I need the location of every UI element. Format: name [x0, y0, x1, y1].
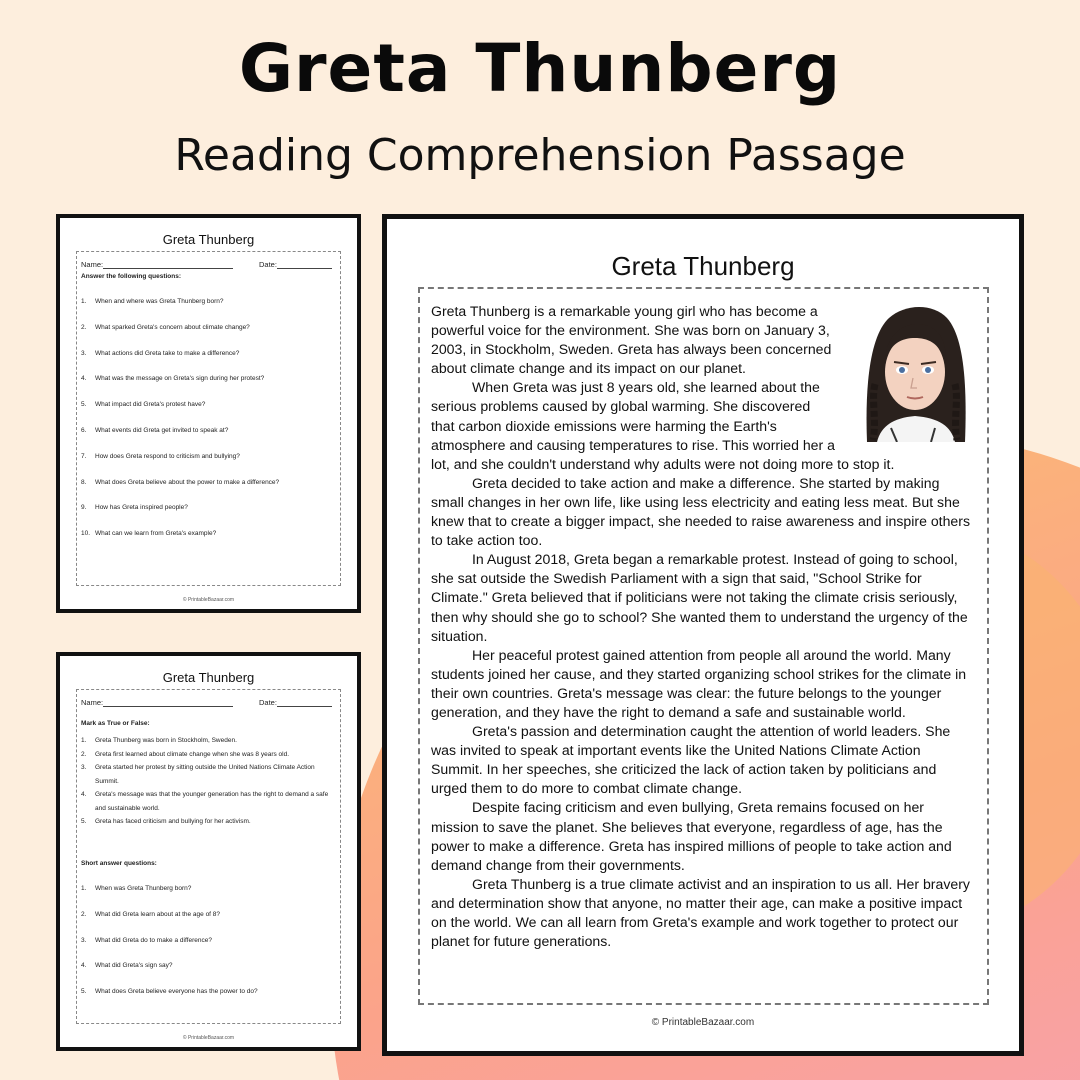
item-text: What was the message on Greta's sign during her protest? [95, 375, 265, 383]
item-text: How has Greta inspired people? [95, 504, 188, 512]
item-number: 2. [81, 750, 87, 758]
list-item [81, 815, 336, 829]
date-field: Date: [259, 260, 332, 269]
list-item [81, 911, 336, 918]
passage-title: Greta Thunberg [611, 251, 795, 281]
passage-paragraph: Despite facing criticism and even bullying, Greta remains focused on her mission to save the planet. She believes that everyone, regardless of age, has the power to make a difference. Greta has inspired millions of people to take action and demand change from their governments. [431, 799, 952, 873]
worksheet-true-false-preview [56, 652, 361, 1051]
item-text: What did Greta's sign say? [95, 962, 173, 970]
item-text: What does Greta believe everyone has the power to do? [95, 988, 258, 996]
list-item [81, 761, 336, 788]
list-item [81, 788, 336, 815]
item-text: Greta Thunberg was born in Stockholm, Sweden. [95, 737, 237, 744]
page-title: Greta Thunberg [238, 30, 842, 107]
item-text: When and where was Greta Thunberg born? [95, 298, 224, 305]
list-item [81, 885, 336, 892]
list-item [81, 988, 336, 995]
list-item [81, 479, 336, 486]
item-text: Greta has faced criticism and bullying for her activism. [95, 818, 251, 825]
list-item [81, 350, 336, 357]
item-text: Greta's message was that the younger generation has the right to demand a safe and sustainable world. [95, 791, 329, 812]
worksheet-title: Greta Thunberg [162, 232, 255, 247]
passage-paragraph: Greta decided to take action and make a difference. She started by making small changes in her own life, like using less electricity and eating less meat. But she knew that to create a bigger impact, she needed to raise awareness and inspire others to take action too. [431, 474, 971, 549]
list-item [81, 401, 336, 408]
item-text: What events did Greta get invited to speak at? [95, 426, 229, 434]
true-false-instruction: Mark as True or False: [81, 720, 150, 727]
item-text: What impact did Greta's protest have? [95, 401, 206, 409]
passage-paragraph: Greta's passion and determination caught the attention of world leaders. She was invited to speak at important events like the United Nations Climate Action Summit. In her speeches, she criticized the lack of action taken by politicians and urged them to do more to combat climate change. [431, 723, 951, 797]
list-item [81, 530, 336, 537]
page-subtitle: Reading Comprehension Passage [174, 130, 906, 181]
item-number: 3. [81, 936, 87, 944]
item-text: How does Greta respond to criticism and bullying? [95, 452, 240, 460]
item-number: 5. [81, 818, 87, 825]
date-field: Date: [259, 698, 332, 707]
list-item [81, 453, 336, 460]
item-text: What does Greta believe about the power to make a difference? [95, 478, 280, 486]
list-item [81, 748, 336, 762]
short-answer-list [81, 885, 336, 1014]
item-number: 5. [81, 401, 87, 409]
passage-paragraph: When Greta was just 8 years old, she learned about the serious problems caused by global warming. She discovered that carbon dioxide emissions were harming the Earth's atmosphere and causing temperatures to rise. This worried her a lot, and she couldn't understand why adults were not doing more to stop it. [431, 379, 895, 472]
item-text: What did Greta do to make a difference? [95, 936, 212, 944]
question-list [81, 298, 336, 556]
item-number: 6. [81, 426, 87, 434]
worksheet-frame [76, 689, 341, 1024]
item-text: What did Greta learn about at the age of 8? [95, 910, 221, 918]
item-text: When was Greta Thunberg born? [95, 885, 192, 892]
item-text: What actions did Greta take to make a difference? [95, 349, 240, 357]
passage-paragraph: In August 2018, Greta began a remarkable protest. Instead of going to school, she sat outside the Swedish Parliament with a sign that said, "School Strike for Climate." Greta believed that if politicians were not taking the climate crisis seriously, then why should she go to school? She wanted them to understand the urgency of the situation. [431, 551, 968, 644]
item-number: 2. [81, 323, 87, 331]
item-number: 1. [81, 885, 87, 892]
name-field: Name: [81, 260, 233, 269]
item-text: Greta first learned about climate change when she was 8 years old. [95, 750, 290, 758]
passage-footer: © PrintableBazaar.com [651, 1017, 755, 1028]
worksheet-instruction: Answer the following questions: [81, 273, 182, 280]
list-item [81, 962, 336, 969]
passage-paragraph: Her peaceful protest gained attention from people all around the world. Many students joined her cause, and they started organizing school strikes for the climate in their own countries. Greta's message was clear: the future belongs to the younger generation, and they have the right to demand a safe and sustainable world. [431, 646, 967, 720]
passage-page [382, 214, 1024, 1056]
name-field: Name: [81, 698, 233, 707]
list-item [81, 324, 336, 331]
list-item [81, 375, 336, 382]
item-number: 7. [81, 452, 87, 460]
item-text: What sparked Greta's concern about climate change? [95, 323, 250, 331]
greta-portrait-illustration [847, 300, 983, 442]
item-number: 1. [81, 737, 87, 744]
item-text: Greta started her protest by sitting outside the United Nations Climate Action Summit. [95, 764, 315, 785]
passage-paragraph: Greta Thunberg is a remarkable young girl who has become a powerful voice for the environment. She was born on January 3, 2003, in Stockholm, Sweden. Greta has always been concerned about climate change and its impact on our planet. [431, 303, 832, 377]
list-item [81, 504, 336, 511]
list-item [81, 427, 336, 434]
passage-text [431, 302, 971, 951]
item-number: 4. [81, 791, 87, 798]
item-number: 4. [81, 962, 87, 970]
worksheet-footer: © PrintableBazaar.com [182, 597, 235, 603]
list-item [81, 734, 336, 748]
item-number: 1. [81, 298, 87, 305]
item-number: 3. [81, 764, 87, 771]
worksheet-title: Greta Thunberg [162, 670, 255, 685]
short-answer-instruction: Short answer questions: [81, 860, 157, 867]
item-number: 5. [81, 988, 87, 996]
passage-paragraph: Greta Thunberg is a true climate activist and an inspiration to us all. Her bravery and determination show that anyone, no matter their age, can make a positive impact on the world. We can all learn from Greta's example and work together to protect our planet for future generations. [431, 875, 970, 950]
item-number: 9. [81, 504, 87, 512]
worksheet-frame [76, 251, 341, 586]
worksheet-footer: © PrintableBazaar.com [182, 1035, 235, 1041]
item-number: 8. [81, 478, 87, 486]
item-number: 3. [81, 349, 87, 357]
list-item [81, 937, 336, 944]
item-number: 2. [81, 910, 87, 918]
item-number: 4. [81, 375, 87, 383]
item-text: What can we learn from Greta's example? [95, 530, 217, 538]
item-number: 10. [81, 530, 91, 538]
list-item [81, 298, 336, 305]
true-false-list [81, 734, 336, 829]
worksheet-questions-preview [56, 214, 361, 613]
